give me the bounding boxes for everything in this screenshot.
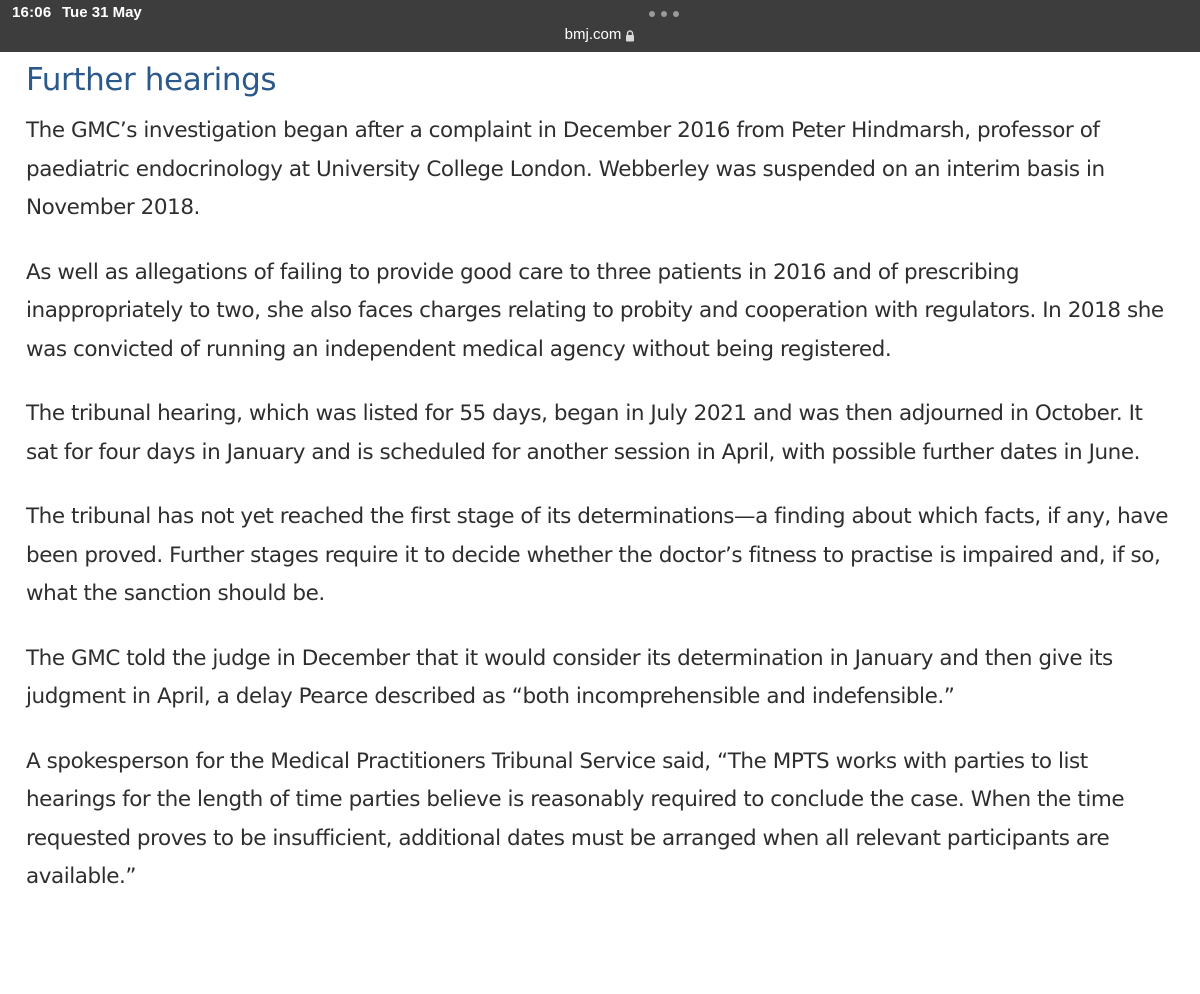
status-date: Tue 31 May — [62, 4, 142, 21]
browser-top-bar — [0, 0, 1200, 52]
address-bar[interactable] — [0, 26, 1200, 43]
article-paragraph: The GMC’s investigation began after a complaint in December 2016 from Peter Hindmarsh, professor of paediatric endocrinology at University College London. Webberley was suspended on an interim basis in November 2018. — [26, 118, 1105, 220]
article-paragraph: The tribunal has not yet reached the first stage of its determinations—a finding about which facts, if any, have been proved. Further stages require it to decide whether the doctor’s fitness to practise is impaired and, if so, what the sanction should be. — [26, 504, 1169, 606]
more-dots-icon[interactable] — [649, 10, 679, 18]
article-paragraph: The GMC told the judge in December that it would consider its determination in January and then give its judgment in April, a delay Pearce described as “both incomprehensible and indefensible.” — [26, 645, 1113, 709]
section-heading: Further hearings — [26, 62, 277, 98]
article-paragraph: The tribunal hearing, which was listed for 55 days, began in July 2021 and was then adjourned in October. It sat for four days in January and is scheduled for another session in April, with possible further dates in June. — [26, 401, 1143, 465]
url-text: bmj.com — [564, 26, 622, 43]
article-paragraph: As well as allegations of failing to provide good care to three patients in 2016 and of prescribing inappropriately to two, she also faces charges relating to probity and cooperation with regulators. In 2018 she was convicted of running an independent medical agency without being registered. — [26, 259, 1164, 362]
status-time: 16:06 — [12, 4, 52, 21]
article-section — [26, 60, 1176, 897]
article-paragraph: A spokesperson for the Medical Practitioners Tribunal Service said, “The MPTS works with parties to list hearings for the length of time parties believe is reasonably required to conclude the case. When the time requested proves to be insufficient, additional dates must be arranged when all relevant participants are available.” — [26, 748, 1125, 889]
lock-icon — [625, 30, 635, 42]
